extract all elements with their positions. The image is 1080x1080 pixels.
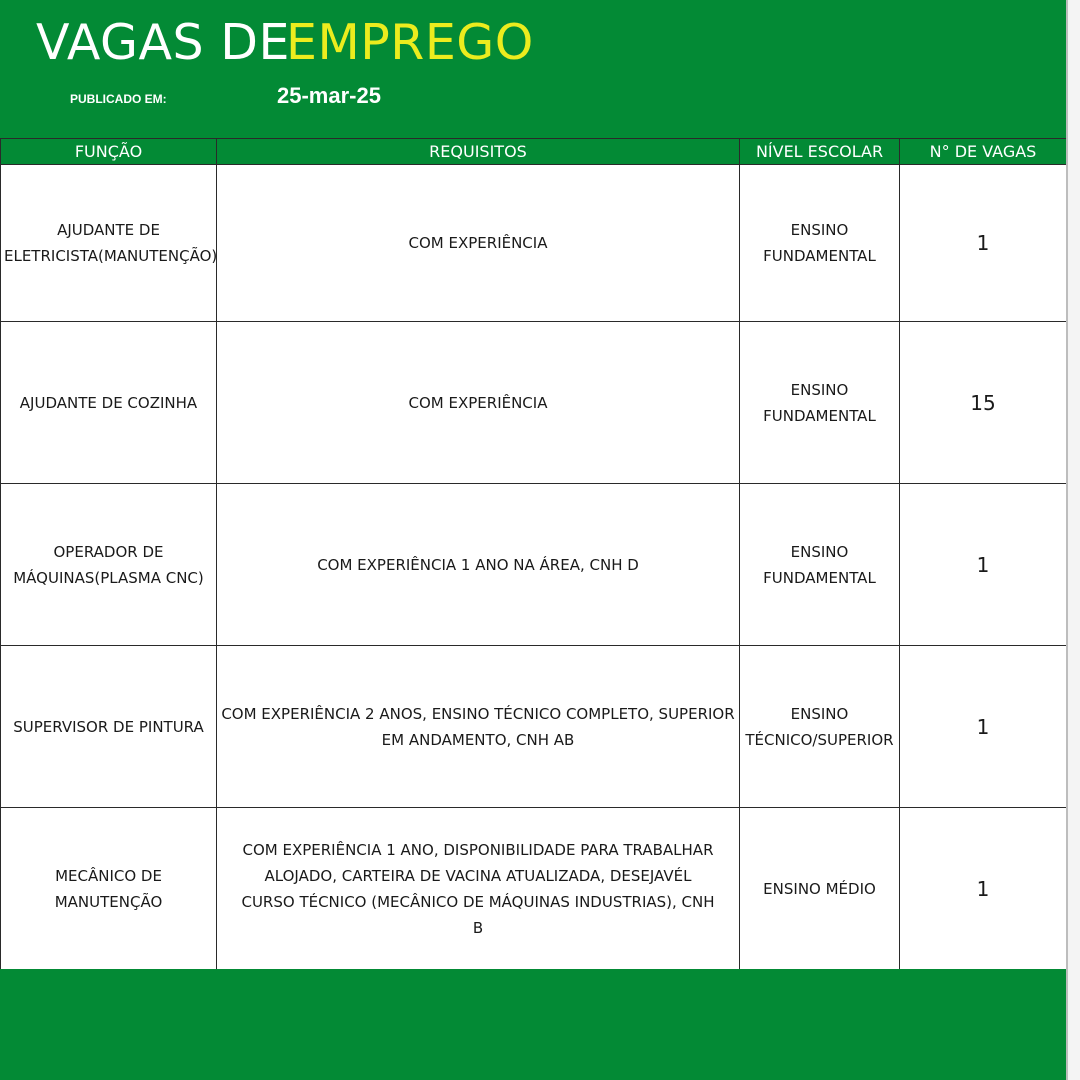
cell-vagas: 15 [900, 322, 1067, 484]
table-header-row [1, 139, 1067, 165]
cell-nivel: ENSINO FUNDAMENTAL [740, 165, 900, 322]
page-title-vagas-de: VAGAS DE [36, 14, 290, 71]
cell-requisitos: COM EXPERIÊNCIA 2 ANOS, ENSINO TÉCNICO COMPLETO, SUPERIOR EM ANDAMENTO, CNH AB [217, 646, 740, 808]
table-row [1, 484, 1067, 646]
cell-requisitos: COM EXPERIÊNCIA 1 ANO, DISPONIBILIDADE PARA TRABALHAR ALOJADO, CARTEIRA DE VACINA ATUALIZADA, DESEJAVÉL CURSO TÉCNICO (MECÂNICO DE MÁQUINAS INDUSTRIAS), CNH B [217, 808, 740, 970]
cell-nivel: ENSINO MÉDIO [740, 808, 900, 970]
cell-vagas: 1 [900, 484, 1067, 646]
column-header-requisitos: REQUISITOS [217, 139, 740, 165]
cell-funcao: AJUDANTE DE COZINHA [1, 322, 217, 484]
table-row [1, 165, 1067, 322]
cell-vagas: 1 [900, 165, 1067, 322]
published-date: 25-mar-25 [277, 83, 381, 108]
cell-requisitos: COM EXPERIÊNCIA 1 ANO NA ÁREA, CNH D [217, 484, 740, 646]
cell-vagas: 1 [900, 808, 1067, 970]
table-row [1, 808, 1067, 970]
page-title-emprego: EMPREGO [286, 14, 534, 71]
cell-nivel: ENSINO FUNDAMENTAL [740, 484, 900, 646]
cell-funcao: MECÂNICO DE MANUTENÇÃO [1, 808, 217, 970]
published-label: PUBLICADO EM: [70, 92, 167, 106]
cell-nivel: ENSINO TÉCNICO/SUPERIOR [740, 646, 900, 808]
column-header-numero-vagas: N° DE VAGAS [900, 139, 1067, 165]
cell-funcao: SUPERVISOR DE PINTURA [1, 646, 217, 808]
column-header-nivel-escolar: NÍVEL ESCOLAR [740, 139, 900, 165]
footer-banner [0, 969, 1066, 1080]
cell-nivel: ENSINO FUNDAMENTAL [740, 322, 900, 484]
cell-vagas: 1 [900, 646, 1067, 808]
cell-requisitos: COM EXPERIÊNCIA [217, 165, 740, 322]
column-header-funcao: FUNÇÃO [1, 139, 217, 165]
cell-requisitos: COM EXPERIÊNCIA [217, 322, 740, 484]
cell-funcao: OPERADOR DE MÁQUINAS(PLASMA CNC) [1, 484, 217, 646]
table-row [1, 322, 1067, 484]
table-row [1, 646, 1067, 808]
jobs-table [0, 138, 1067, 970]
cell-funcao: AJUDANTE DE ELETRICISTA(MANUTENÇÃO) [1, 165, 217, 322]
header-banner [0, 0, 1066, 138]
right-edge-strip [1066, 0, 1080, 1080]
